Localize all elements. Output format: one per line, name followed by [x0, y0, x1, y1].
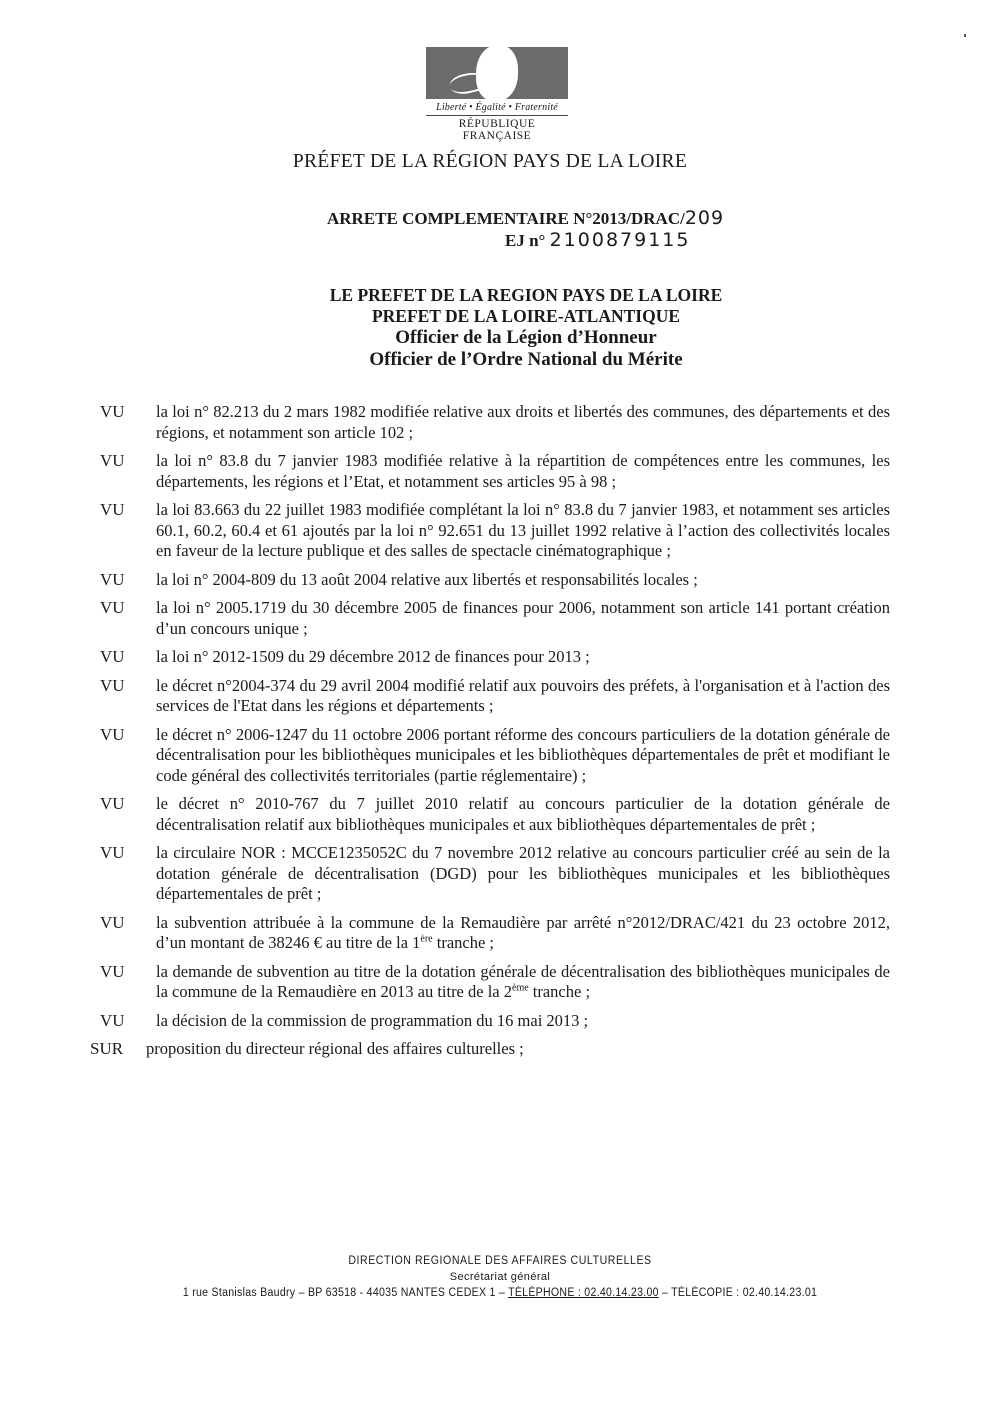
- authority-line-2: PREFET DE LA LOIRE-ATLANTIQUE: [371, 306, 681, 326]
- consideration-item: [90, 676, 890, 717]
- consideration-item: [90, 794, 890, 835]
- consideration-text: le décret n° 2006-1247 du 11 octobre 2006 portant réforme des concours particuliers de la dotation générale de décentralisation pour les bibliothèques municipales et les bibliothèques départementales de prêt et modifiant le code général des collectivités territoriales (partie réglementaire) ;: [156, 724, 890, 785]
- consideration-label: VU: [100, 1010, 125, 1030]
- consideration-label: VU: [100, 961, 125, 981]
- consideration-text: la loi n° 2005.1719 du 30 décembre 2005 de finances pour 2006, notamment son article 141 portant création d’un concours unique ;: [156, 598, 890, 638]
- consideration-text: la loi 83.663 du 22 juillet 1983 modifiée complétant la loi n° 83.8 du 7 janvier 1983, et notamment ses articles 60.1, 60.2, 60.4 et 61 ajoutés par la loi n° 92.651 du 13 juillet 1992 relative à l’action des collectivités locales en faveur de la lecture publique et des salles de spectacle cinématographique ;: [156, 500, 890, 560]
- consideration-label: VU: [100, 843, 125, 862]
- consideration-item: [90, 1039, 890, 1060]
- consideration-text-part: la subvention attribuée à la commune de la Remaudière par arrêté n°2012/DRAC/421 du 23 octobre 2012, d’un montant de 38246 € au titre de la 1: [156, 912, 890, 952]
- marianne-emblem-icon: [426, 47, 568, 99]
- consideration-text: la loi n° 83.8 du 7 janvier 1983 modifiée relative à la répartition de compétences entre les communes, les départements, les régions et l’Etat, et notamment ses articles 95 à 98 ;: [156, 451, 890, 491]
- consideration-item: [90, 913, 890, 954]
- arrete-title: [327, 207, 724, 229]
- consideration-label: VU: [100, 402, 125, 421]
- footer: [0, 1253, 1000, 1301]
- consideration-label: VU: [100, 675, 125, 695]
- consideration-text: le décret n° 2010-767 du 7 juillet 2010 relatif au concours particulier de la dotation générale de décentralisation relatif aux bibliothèques municipales et aux bibliothèques départementales de prêt ;: [156, 794, 890, 834]
- consideration-text-part: tranche ;: [528, 982, 591, 1001]
- footer-direction: DIRECTION REGIONALE DES AFFAIRES CULTURELLES: [348, 1255, 652, 1267]
- consideration-item: [90, 402, 890, 443]
- authority-line-3: Officier de la Légion d’Honneur: [395, 327, 657, 348]
- footer-fax: TÉLÉCOPIE : 02.40.14.23.01: [671, 1287, 818, 1299]
- consideration-label: VU: [100, 794, 125, 813]
- consideration-text: la loi n° 2004-809 du 13 août 2004 relative aux libertés et responsabilités locales ;: [156, 569, 698, 589]
- logo-divider: [426, 115, 568, 116]
- logo-republic-name: RÉPUBLIQUE FRANÇAISE: [458, 118, 536, 142]
- ordinal-superscript: ème: [512, 982, 529, 994]
- authority-line-4: Officier de l’Ordre National du Mérite: [369, 349, 683, 370]
- consideration-label: VU: [100, 500, 125, 519]
- consideration-text: la loi n° 82.213 du 2 mars 1982 modifiée relative aux droits et libertés des communes, des départements et des régions, et notamment son article 102 ;: [156, 402, 890, 442]
- consideration-label: VU: [100, 912, 125, 932]
- consideration-label: VU: [100, 451, 125, 470]
- considerations-list: [90, 402, 890, 1068]
- footer-phone: TÉLÉPHONE : 02.40.14.23.00: [508, 1287, 659, 1299]
- scan-speck: [964, 34, 966, 37]
- consideration-label: SUR: [90, 1039, 124, 1058]
- footer-address: 1 rue Stanislas Baudry – BP 63518 - 44035 NANTES CEDEX 1 –: [182, 1287, 509, 1299]
- consideration-item: [90, 500, 890, 562]
- arrete-title-prefix: ARRETE COMPLEMENTAIRE N°2013/DRAC/: [327, 209, 685, 228]
- logo-motto: Liberté • Égalité • Fraternité: [436, 102, 558, 113]
- footer-secretariat: Secrétariat général: [449, 1271, 551, 1283]
- consideration-label: VU: [100, 598, 125, 617]
- consideration-text: la décision de la commission de programmation du 16 mai 2013 ;: [156, 1010, 589, 1030]
- consideration-item: [90, 725, 890, 787]
- consideration-label: VU: [100, 724, 125, 744]
- consideration-text: la loi n° 2012-1509 du 29 décembre 2012 de finances pour 2013 ;: [156, 647, 590, 666]
- consideration-item: [90, 1011, 890, 1032]
- consideration-text: [156, 913, 890, 954]
- footer-contact: [40, 1285, 960, 1301]
- consideration-text: le décret n°2004-374 du 29 avril 2004 modifié relatif aux pouvoirs des préfets, à l'organisation et à l'action des services de l'Etat dans les régions et départements ;: [156, 675, 890, 715]
- ej-prefix: EJ n°: [505, 231, 546, 250]
- ej-number-handwritten: 2100879115: [549, 229, 691, 251]
- consideration-label: VU: [100, 569, 125, 589]
- consideration-item: [90, 598, 890, 639]
- consideration-item: [90, 570, 890, 591]
- consideration-label: VU: [100, 647, 125, 666]
- ordinal-superscript: ère: [420, 933, 433, 945]
- consideration-text: proposition du directeur régional des affaires culturelles ;: [146, 1039, 524, 1058]
- consideration-text: [156, 962, 890, 1003]
- consideration-item: [90, 647, 890, 668]
- consideration-text-part: la demande de subvention au titre de la dotation générale de décentralisation des bibliothèques municipales de la commune de la Remaudière en 2013 au titre de la 2: [156, 961, 890, 1001]
- consideration-item: [90, 451, 890, 492]
- prefet-header: PRÉFET DE LA RÉGION PAYS DE LA LOIRE: [292, 151, 688, 172]
- consideration-item: [90, 843, 890, 905]
- authority-block: [0, 285, 1000, 371]
- arrete-number-handwritten: 209: [684, 207, 725, 229]
- authority-line-1: LE PREFET DE LA REGION PAYS DE LA LOIRE: [329, 285, 723, 305]
- footer-separator: –: [658, 1287, 672, 1299]
- consideration-text: la circulaire NOR : MCCE1235052C du 7 novembre 2012 relative au concours particulier créé au sein de la dotation générale de décentralisation (DGD) pour les bibliothèques municipales et les bibliothèques départementales de prêt ;: [156, 843, 890, 903]
- consideration-item: [90, 962, 890, 1003]
- republique-francaise-logo: [426, 47, 568, 142]
- consideration-text-part: tranche ;: [432, 933, 495, 952]
- ej-number-line: [505, 229, 690, 251]
